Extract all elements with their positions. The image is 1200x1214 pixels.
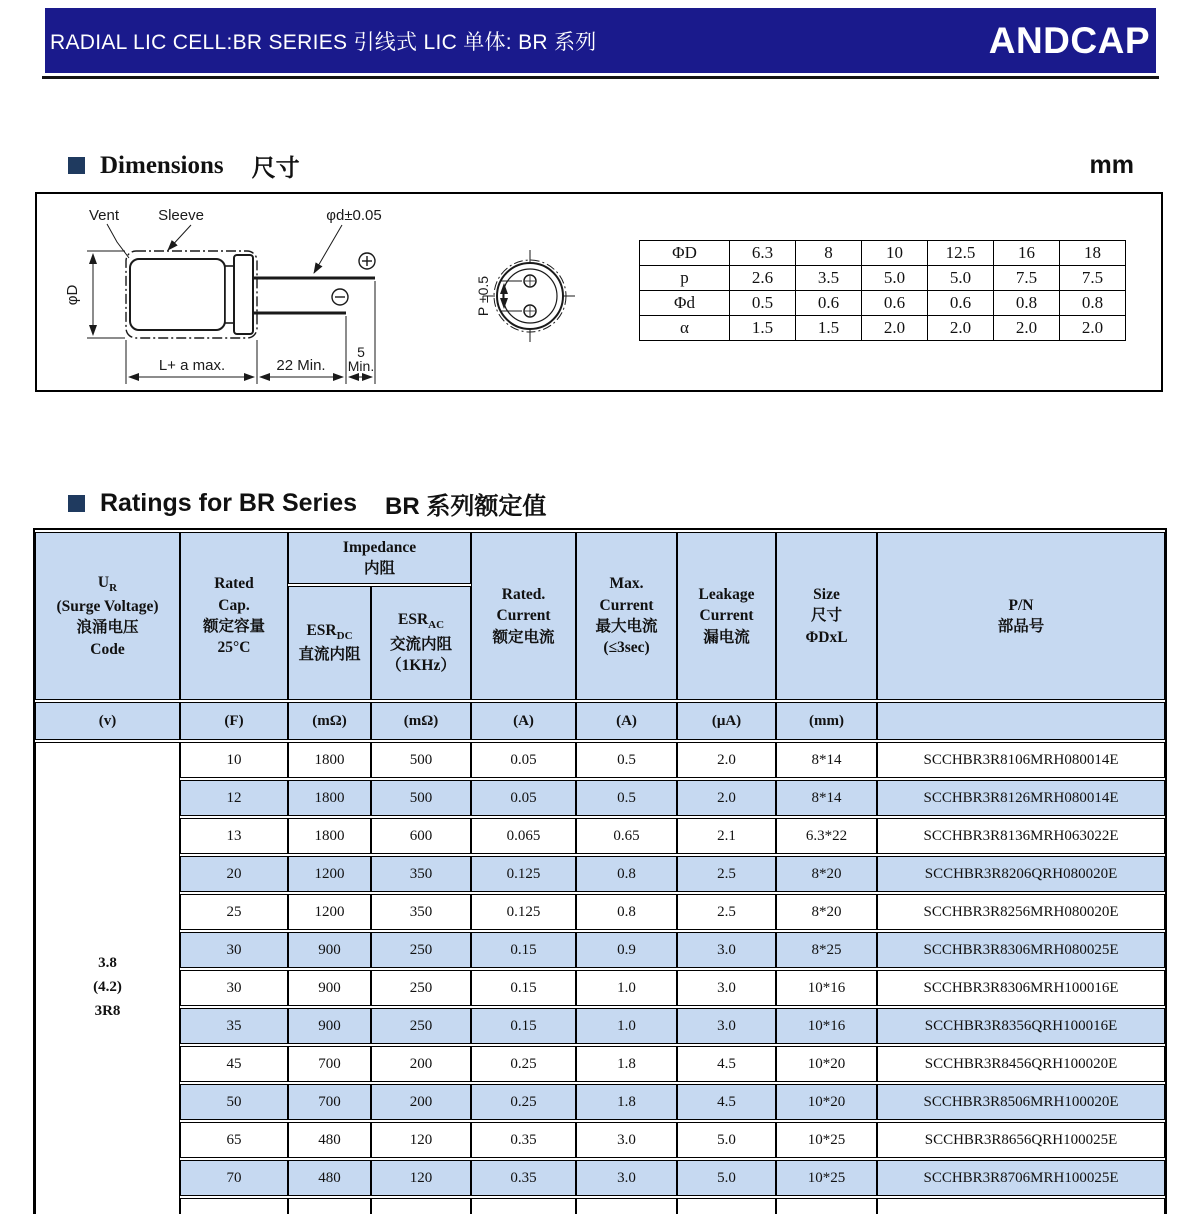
unit-cell: (F) <box>180 702 288 740</box>
dimensions-table <box>639 240 1126 341</box>
label-sleeve: Sleeve <box>158 207 204 224</box>
dimensions-heading <box>68 148 1134 183</box>
unit-cell: (A) <box>471 702 576 740</box>
units-row <box>35 702 1165 740</box>
label-lead-diameter: φd±0.05 <box>326 207 382 224</box>
table-cell: 250 <box>371 932 471 968</box>
col-header-leakage-current: Leakage Current 漏电流 <box>677 532 776 700</box>
table-cell: 0.15 <box>471 1008 576 1044</box>
table-cell: 0.15 <box>471 970 576 1006</box>
table-cell: 250 <box>371 970 471 1006</box>
table-cell: 10*20 <box>776 1046 877 1082</box>
table-row <box>35 1008 1165 1044</box>
capacitor-groove <box>225 266 234 323</box>
table-cell: 25 <box>180 894 288 930</box>
dimensions-heading-zh: 尺寸 <box>251 156 300 182</box>
dim-cell: 3.5 <box>796 266 862 291</box>
sleeve-leader-line <box>168 225 191 250</box>
part-number-cell: SCCHBR3R8106MRH080014E <box>877 742 1165 778</box>
table-cell: 350 <box>371 894 471 930</box>
col-header-esr-dc: $ESR_{DC}$ 直流内阻 <box>288 586 371 700</box>
table-cell <box>371 1198 471 1214</box>
table-cell: 1.8 <box>576 1084 677 1120</box>
dim-cell: 2.0 <box>994 316 1060 341</box>
table-cell: 120 <box>371 1160 471 1196</box>
ratings-heading <box>68 486 1134 521</box>
dim-cell: 10 <box>862 241 928 266</box>
dim-cell: 6.3 <box>730 241 796 266</box>
unit-cell: (v) <box>35 702 180 740</box>
dim-cell: 0.6 <box>928 291 994 316</box>
table-cell <box>288 1198 371 1214</box>
dim-cell: 7.5 <box>1060 266 1126 291</box>
dimensions-heading-en: Dimensions <box>100 151 224 179</box>
dim-cell: 12.5 <box>928 241 994 266</box>
table-cell: 3.0 <box>576 1160 677 1196</box>
table-row-partial <box>35 1198 1165 1214</box>
part-number-cell: SCCHBR3R8656QRH100025E <box>877 1122 1165 1158</box>
table-cell: 10*25 <box>776 1160 877 1196</box>
table-cell: 200 <box>371 1084 471 1120</box>
table-cell: 8*14 <box>776 742 877 778</box>
table-cell: 10 <box>180 742 288 778</box>
dim-cell: 8 <box>796 241 862 266</box>
table-cell: 900 <box>288 1008 371 1044</box>
table-cell: 0.5 <box>576 742 677 778</box>
table-cell: 0.9 <box>576 932 677 968</box>
dim-cell: 7.5 <box>994 266 1060 291</box>
table-cell: 12 <box>180 780 288 816</box>
table-cell: 0.125 <box>471 856 576 892</box>
table-row <box>640 266 1126 291</box>
table-row <box>35 742 1165 778</box>
table-cell: 1800 <box>288 818 371 854</box>
dim-header-cell: Φd <box>640 291 730 316</box>
table-cell: 8*20 <box>776 894 877 930</box>
vent-leader-line <box>107 224 129 258</box>
table-row <box>35 818 1165 854</box>
dim-cell: 0.6 <box>862 291 928 316</box>
table-cell: 0.05 <box>471 742 576 778</box>
section-bullet-icon <box>68 495 85 512</box>
part-number-cell: SCCHBR3R8506MRH100020E <box>877 1084 1165 1120</box>
page-title: RADIAL LIC CELL:BR SERIES 引线式 LIC 单体: BR 系列 <box>50 30 597 54</box>
table-cell <box>677 1198 776 1214</box>
label-body-diameter: φD <box>64 284 81 306</box>
part-number-cell: SCCHBR3R8456QRH100020E <box>877 1046 1165 1082</box>
dim-cell: 0.6 <box>796 291 862 316</box>
table-cell <box>180 1198 288 1214</box>
table-row <box>640 291 1126 316</box>
col-header-size: Size 尺寸 ΦDxL <box>776 532 877 700</box>
capacitor-diagram <box>59 200 625 386</box>
table-cell: 3.0 <box>677 970 776 1006</box>
table-cell: 30 <box>180 970 288 1006</box>
table-row <box>35 932 1165 968</box>
table-cell: 8*14 <box>776 780 877 816</box>
label-tip-min: Min. <box>347 358 375 374</box>
table-row <box>35 894 1165 930</box>
table-cell <box>576 1198 677 1214</box>
banner-rule <box>42 76 1159 79</box>
section-bullet-icon <box>68 157 85 174</box>
table-cell: 0.5 <box>576 780 677 816</box>
table-cell: 45 <box>180 1046 288 1082</box>
dim-header-cell: α <box>640 316 730 341</box>
unit-cell: (mΩ) <box>288 702 371 740</box>
ratings-table-wrapper <box>33 528 1167 1214</box>
table-cell <box>877 1198 1165 1214</box>
table-cell: 350 <box>371 856 471 892</box>
header-row-1 <box>35 532 1165 584</box>
label-lead-length: 22 Min. <box>276 357 326 374</box>
unit-cell <box>877 702 1165 740</box>
table-cell: 2.0 <box>677 780 776 816</box>
table-cell: 0.35 <box>471 1160 576 1196</box>
table-cell: 65 <box>180 1122 288 1158</box>
unit-cell: (mΩ) <box>371 702 471 740</box>
table-cell: 10*16 <box>776 970 877 1006</box>
table-cell: 480 <box>288 1122 371 1158</box>
dimensions-unit-label: mm <box>1089 151 1134 179</box>
table-cell: 10*25 <box>776 1122 877 1158</box>
table-cell: 3.0 <box>677 932 776 968</box>
table-cell: 4.5 <box>677 1084 776 1120</box>
col-header-surge-voltage: $U_R$ (Surge Voltage) 浪涌电压 Code <box>35 532 180 700</box>
table-cell: 0.05 <box>471 780 576 816</box>
part-number-cell: SCCHBR3R8256MRH080020E <box>877 894 1165 930</box>
table-cell: 0.25 <box>471 1046 576 1082</box>
table-cell: 1200 <box>288 856 371 892</box>
table-cell: 250 <box>371 1008 471 1044</box>
positive-polarity-icon <box>359 253 375 269</box>
table-cell: 1.8 <box>576 1046 677 1082</box>
dim-header-cell: p <box>640 266 730 291</box>
table-cell <box>471 1198 576 1214</box>
part-number-cell: SCCHBR3R8206QRH080020E <box>877 856 1165 892</box>
table-cell: 1800 <box>288 780 371 816</box>
table-row <box>35 1160 1165 1196</box>
table-cell: 50 <box>180 1084 288 1120</box>
dim-cell: 2.0 <box>862 316 928 341</box>
table-row <box>640 241 1126 266</box>
dim-cell: 0.5 <box>730 291 796 316</box>
table-cell: 0.125 <box>471 894 576 930</box>
col-header-impedance: Impedance 内阻 <box>288 532 471 584</box>
unit-cell: (mm) <box>776 702 877 740</box>
table-row <box>35 1122 1165 1158</box>
table-cell: 0.25 <box>471 1084 576 1120</box>
dim-cell: 2.0 <box>1060 316 1126 341</box>
unit-cell: (A) <box>576 702 677 740</box>
negative-polarity-icon <box>332 289 348 305</box>
part-number-cell: SCCHBR3R8306MRH080025E <box>877 932 1165 968</box>
ratings-table <box>35 530 1165 1214</box>
ratings-heading-en: Ratings for BR Series <box>100 489 358 517</box>
table-cell: 900 <box>288 970 371 1006</box>
col-header-rated-current: Rated. Current 额定电流 <box>471 532 576 700</box>
table-cell: 1.0 <box>576 970 677 1006</box>
dim-cell: 1.5 <box>730 316 796 341</box>
col-header-pn: P/N 部品号 <box>877 532 1165 700</box>
table-cell: 70 <box>180 1160 288 1196</box>
table-cell: 480 <box>288 1160 371 1196</box>
label-body-length: L+ a max. <box>158 357 226 374</box>
brand-logo: ANDCAP <box>988 19 1150 61</box>
table-cell: 0.15 <box>471 932 576 968</box>
label-vent: Vent <box>89 207 120 224</box>
capacitor-seal <box>234 255 253 334</box>
table-cell: 4.5 <box>677 1046 776 1082</box>
table-cell: 500 <box>371 780 471 816</box>
table-cell: 6.3*22 <box>776 818 877 854</box>
table-cell: 1200 <box>288 894 371 930</box>
table-cell: 8*25 <box>776 932 877 968</box>
table-cell: 35 <box>180 1008 288 1044</box>
capacitor-body <box>130 259 225 330</box>
ratings-heading-zh: BR 系列额定值 <box>385 493 547 520</box>
title-banner <box>45 8 1156 73</box>
table-cell: 900 <box>288 932 371 968</box>
col-header-esr-ac: $ESR_{AC}$ 交流内阻 （1KHz） <box>371 586 471 700</box>
table-cell: 3.0 <box>677 1008 776 1044</box>
part-number-cell: SCCHBR3R8306MRH100016E <box>877 970 1165 1006</box>
dim-cell: 1.5 <box>796 316 862 341</box>
table-cell: 0.8 <box>576 894 677 930</box>
table-cell: 0.8 <box>576 856 677 892</box>
part-number-cell: SCCHBR3R8136MRH063022E <box>877 818 1165 854</box>
unit-cell: (μA) <box>677 702 776 740</box>
table-cell: 10*16 <box>776 1008 877 1044</box>
table-cell: 200 <box>371 1046 471 1082</box>
table-cell: 5.0 <box>677 1122 776 1158</box>
table-cell <box>776 1198 877 1214</box>
table-cell: 20 <box>180 856 288 892</box>
table-row <box>35 970 1165 1006</box>
dim-cell: 5.0 <box>862 266 928 291</box>
table-cell: 3.0 <box>576 1122 677 1158</box>
table-row <box>640 316 1126 341</box>
dim-cell: 2.6 <box>730 266 796 291</box>
dimensions-box <box>35 192 1163 392</box>
table-cell: 0.065 <box>471 818 576 854</box>
table-cell: 700 <box>288 1084 371 1120</box>
label-pitch: P ±0.5 <box>475 275 491 317</box>
table-row <box>35 856 1165 892</box>
table-cell: 8*20 <box>776 856 877 892</box>
table-row <box>35 1084 1165 1120</box>
dim-cell: 18 <box>1060 241 1126 266</box>
table-row <box>35 1046 1165 1082</box>
table-cell: 2.5 <box>677 856 776 892</box>
table-cell: 700 <box>288 1046 371 1082</box>
table-cell: 120 <box>371 1122 471 1158</box>
voltage-code-cell: 3.8 (4.2) 3R8 <box>35 742 180 1214</box>
table-cell: 5.0 <box>677 1160 776 1196</box>
table-cell: 1800 <box>288 742 371 778</box>
part-number-cell: SCCHBR3R8706MRH100025E <box>877 1160 1165 1196</box>
table-cell: 10*20 <box>776 1084 877 1120</box>
table-cell: 1.0 <box>576 1008 677 1044</box>
table-cell: 13 <box>180 818 288 854</box>
table-cell: 2.0 <box>677 742 776 778</box>
table-cell: 600 <box>371 818 471 854</box>
label-tip-value: 5 <box>357 344 365 360</box>
table-cell: 0.35 <box>471 1122 576 1158</box>
dim-cell: 0.8 <box>1060 291 1126 316</box>
dim-cell: 2.0 <box>928 316 994 341</box>
front-case-circle <box>497 263 563 329</box>
table-cell: 2.1 <box>677 818 776 854</box>
col-header-rated-cap: Rated Cap. 额定容量 25°C <box>180 532 288 700</box>
table-cell: 2.5 <box>677 894 776 930</box>
dim-cell: 5.0 <box>928 266 994 291</box>
col-header-max-current: Max. Current 最大电流 (≤3sec) <box>576 532 677 700</box>
part-number-cell: SCCHBR3R8356QRH100016E <box>877 1008 1165 1044</box>
dim-cell: 16 <box>994 241 1060 266</box>
table-cell: 0.65 <box>576 818 677 854</box>
lead-diameter-leader-line <box>314 225 342 273</box>
table-row <box>35 780 1165 816</box>
dim-header-cell: ΦD <box>640 241 730 266</box>
table-cell: 500 <box>371 742 471 778</box>
table-cell: 30 <box>180 932 288 968</box>
part-number-cell: SCCHBR3R8126MRH080014E <box>877 780 1165 816</box>
dim-cell: 0.8 <box>994 291 1060 316</box>
